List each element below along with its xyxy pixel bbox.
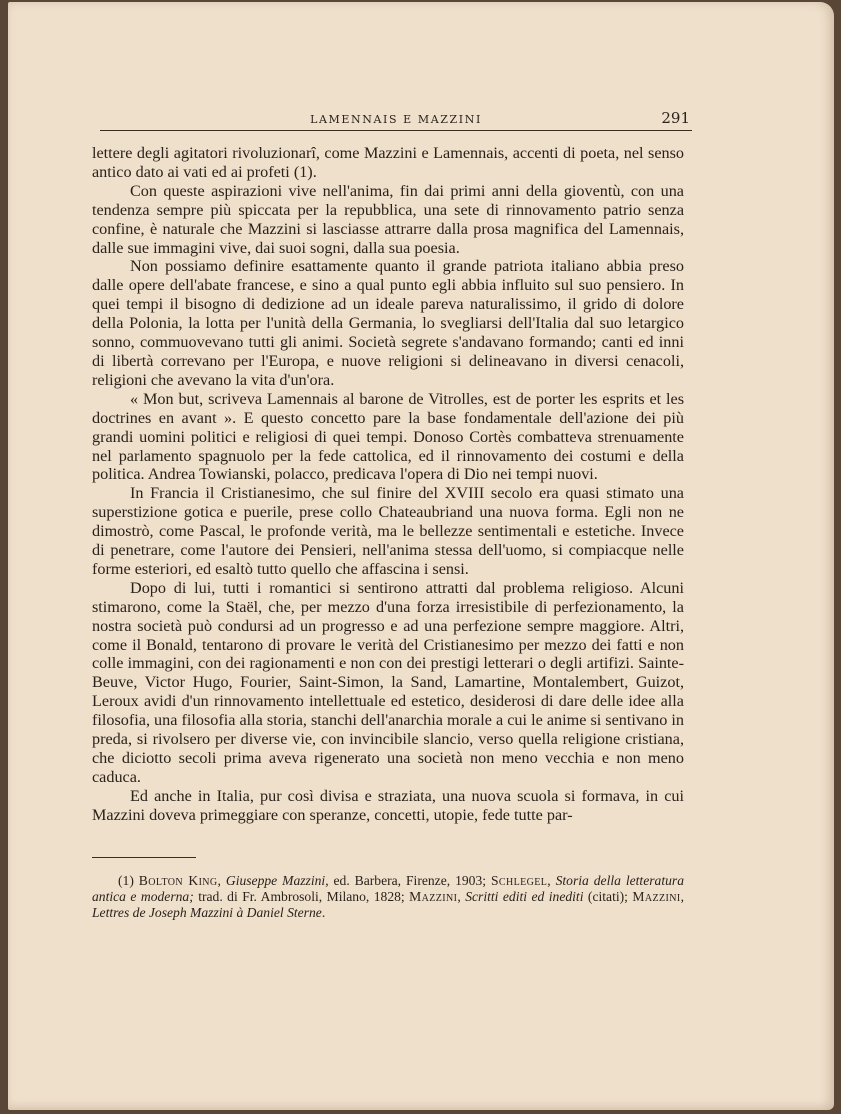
footnote-marker: (1) xyxy=(118,873,134,888)
footnote-title: Lettres de Joseph Mazzini à Daniel Sterne xyxy=(92,905,322,920)
footnote-title: Storia della letteratura antica e moderna; xyxy=(92,873,684,904)
body-text xyxy=(92,144,684,825)
paragraph: « Mon but, scriveva Lamennais al barone de Vitrolles, est de porter les esprits et les doctrines en avant ». E questo concetto pare la base fondamentale dell'azione dei più grandi uomini politici e religiosi di quei tempi. Donoso Cortès combatteva strenuamente nel parlamento spagnuolo per la fede cattolica, ed il rinnovamento dei costumi e della politica. Andrea Towianski, polacco, predicava l'opera di Dio nei tempi nuovi. xyxy=(92,389,684,484)
footnote: (1) Bolton King, Giuseppe Mazzini, ed. Barbera, Firenze, 1903; Schlegel, Storia della letteratura antica e moderna; trad. di Fr. Ambrosoli, Milano, 1828; Mazzini, Scritti editi ed inediti (citati); Mazzini, Lettres de Joseph Mazzini à Daniel Sterne. xyxy=(92,873,684,920)
footnote-title: Scritti editi ed inediti xyxy=(465,889,584,904)
footnote-author: Schlegel xyxy=(490,873,548,888)
footnote-publication: (citati); xyxy=(583,889,633,904)
footnote-author: Mazzini xyxy=(409,889,458,904)
paragraph: Con queste aspirazioni vive nell'anima, fin dai primi anni della gioventù, con una tendenza sempre più spiccata per la repubblica, una sete di rinnovamento patrio senza confine, è naturale che Mazzini si lasciasse attrarre dalla prosa magnifica del Lamennais, dalle sue immagini vive, dai suoi sogni, dalla sua poesia. xyxy=(92,181,684,257)
footnote-rule xyxy=(92,857,196,858)
running-title: LAMENNAIS E MAZZINI xyxy=(310,113,482,126)
footnote-publication: , ed. Barbera, Firenze, 1903; xyxy=(325,873,491,888)
paragraph: lettere degli agitatori rivoluzionarî, come Mazzini e Lamennais, accenti di poeta, nel senso antico dato ai vati ed ai profeti (1). xyxy=(92,144,684,181)
page-header xyxy=(100,108,692,131)
footnote-title: Giuseppe Mazzini xyxy=(225,873,326,888)
page-number: 291 xyxy=(661,109,690,127)
paragraph: Ed anche in Italia, pur così divisa e straziata, una nuova scuola si formava, in cui Mazzini doveva primeggiare con speranze, concetti, utopie, fede tutte par- xyxy=(92,786,684,824)
paragraph: In Francia il Cristianesimo, che sul finire del XVIII secolo era quasi stimato una superstizione gotica e puerile, prese collo Chateaubriand una nuova forma. Egli non ne dimostrò, come Pascal, le profonde verità, ma le bellezze sentimentali e estetiche. Invece di penetrare, come l'autore dei Pensieri, nell'anima stessa dell'uomo, si compiacque nelle forme esteriori, ed esaltò tutto quello che affascina i sensi. xyxy=(92,484,684,578)
footnote-author: Bolton King xyxy=(138,873,218,888)
footnote-author: Mazzini xyxy=(632,889,681,904)
footnote-end: . xyxy=(321,905,326,920)
footnote-publication: trad. di Fr. Ambrosoli, Milano, 1828; xyxy=(193,889,410,904)
paragraph: Non possiamo definire esattamente quanto il grande patriota italiano abbia preso dalle opere dell'abate francese, e sino a qual punto egli abbia influito sul suo pensiero. In quei tempi il bisogno di dedizione ad un ideale pareva naturalissimo, il grido di dolore della Polonia, la lotta per l'unità della Germania, lo svegliarsi dell'Italia dal suo letargico sonno, commuovevano tutti gli animi. Società segrete s'andavano formando; canti ed inni di libertà correvano per l'Europa, e nuove religioni si delineavano in diversi cenacoli, religioni che avevano la vita d'un'ora. xyxy=(92,257,684,389)
paragraph: Dopo di lui, tutti i romantici si sentirono attratti dal problema religioso. Alcuni stimarono, come la Staël, che, per mezzo d'una forza irresistibile di perfezionamento, la nostra società può condursi ad un progresso e ad una perfezione sempre maggiore. Altri, come il Bonald, tentarono di provare le verità del Cristianesimo per mezzo dei fatti e non colle immagini, con dei ragionamenti e non con dei prestigi letterari o degli artifizi. Sainte-Beuve, Victor Hugo, Fourier, Saint-Simon, la Sand, Lamartine, Montalembert, Guizot, Leroux avidi d'un rinnovamento intellettuale ed estetico, desiderosi di dare delle idee alla filosofia, una filosofia alla storia, stanchi dell'anarchia morale a cui le anime si sentivano in preda, si rivolsero per diverse vie, con invincibile slancio, verso quella religione cristiana, che diciotto secoli prima aveva rigenerato una società non meno vecchia e non meno caduca. xyxy=(92,578,684,786)
